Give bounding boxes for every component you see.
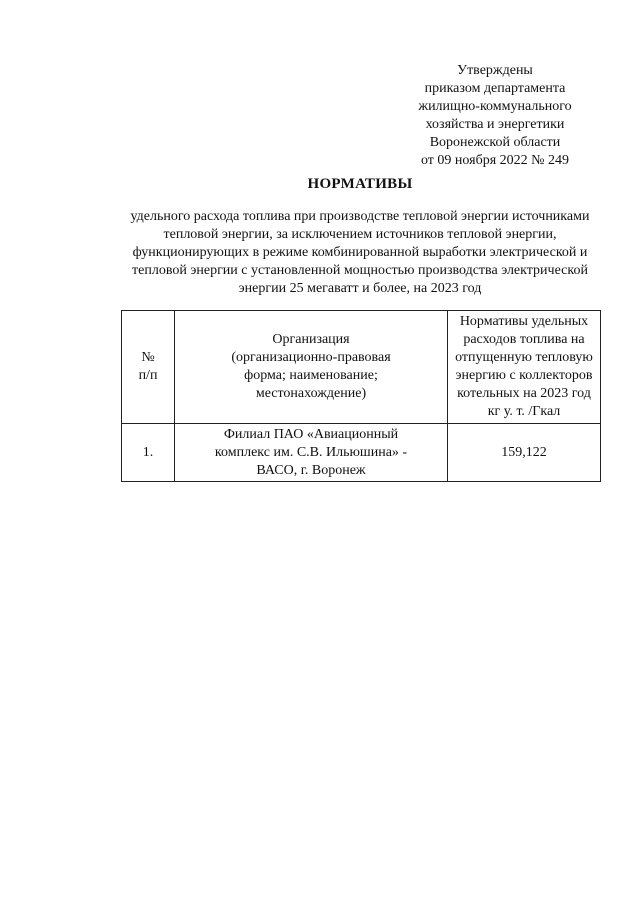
- row-norm-cell: 159,122: [448, 424, 601, 482]
- header-norm-cell: [448, 311, 601, 424]
- subtitle-line: удельного расхода топлива при производстве тепловой энергии источниками: [130, 209, 590, 224]
- header-norm-line: котельных на 2023 год: [457, 386, 591, 401]
- document-subtitle: [100, 208, 620, 298]
- approval-block: [395, 62, 595, 170]
- subtitle-line: тепловой энергии с установленной мощностью производства электрической: [132, 263, 588, 278]
- header-norm-line: отпущенную тепловую: [455, 350, 593, 365]
- table-row: [122, 424, 601, 482]
- header-org-line: форма; наименование;: [244, 368, 378, 383]
- header-norm-line: Нормативы удельных: [459, 314, 589, 329]
- header-org-line: Организация: [272, 332, 350, 347]
- header-num-line: п/п: [138, 368, 158, 383]
- header-norm-line: расходов топлива на: [463, 332, 585, 347]
- approval-line: жилищно-коммунального: [418, 99, 572, 114]
- header-norm-line: энергию с коллекторов: [455, 368, 593, 383]
- subtitle-line: тепловой энергии, за исключением источников тепловой энергии,: [163, 227, 557, 242]
- norms-table: [121, 310, 601, 482]
- approval-line: Воронежской области: [429, 135, 561, 150]
- row-org-cell: [175, 424, 448, 482]
- row-org-line: ВАСО, г. Воронеж: [256, 462, 366, 478]
- subtitle-line: функционирующих в режиме комбинированной выработки электрической и: [132, 245, 588, 260]
- header-norm-line: кг у. т. /Гкал: [487, 404, 561, 419]
- subtitle-line: энергии 25 мегаватт и более, на 2023 год: [238, 281, 482, 296]
- row-org-line: комплекс им. С.В. Ильюшина» -: [214, 444, 408, 460]
- header-org-cell: [175, 311, 448, 424]
- header-num-line: №: [141, 350, 155, 365]
- row-num-cell: 1.: [122, 424, 175, 482]
- table-header-row: [122, 311, 601, 424]
- document-title: НОРМАТИВЫ: [307, 176, 413, 192]
- approval-line: Утверждены: [457, 63, 533, 78]
- approval-line: приказом департамента: [424, 81, 566, 96]
- header-org-line: (организационно-правовая: [231, 350, 391, 365]
- header-org-line: местонахождение): [255, 386, 367, 401]
- approval-line: хозяйства и энергетики: [425, 117, 565, 132]
- row-org-line: Филиал ПАО «Авиационный: [223, 426, 399, 442]
- approval-line: от 09 ноября 2022 № 249: [420, 153, 570, 168]
- header-num-cell: [122, 311, 175, 424]
